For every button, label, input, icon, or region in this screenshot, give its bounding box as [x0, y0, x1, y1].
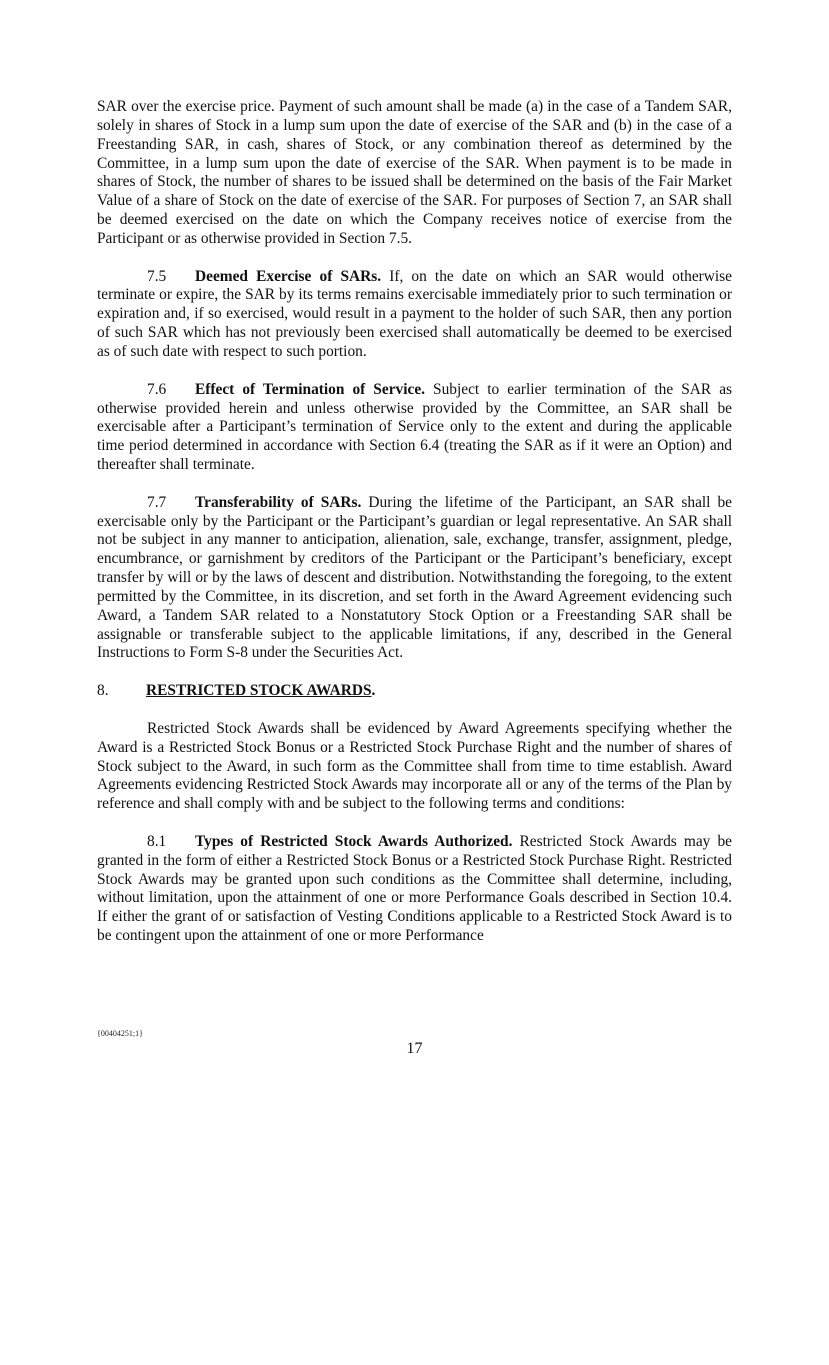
paragraph-sar-payment: SAR over the exercise price. Payment of such amount shall be made (a) in the case of a Tandem SAR, solely in shares of Stock in a lump sum upon the date of exercise of the SAR and (b) in the case of a Freestanding SAR, in cash, shares of Stock, or any combination thereof as determined by the Committee, in a lump sum upon the date of exercise of the SAR. When payment is to be made in shares of Stock, the number of shares to be issued shall be determined on the basis of the Fair Market Value of a share of Stock on the date of exercise of the SAR. For purposes of Section 7, an SAR shall be deemed exercised on the date on which the Company receives notice of exercise from the Participant or as otherwise provided in Section 7.5.	[97, 98, 732, 247]
page-number: 17	[406, 1040, 423, 1057]
section-7-5	[97, 268, 732, 362]
document-id: {00404251;1}	[97, 1029, 143, 1038]
section-number: 7.6	[147, 380, 167, 398]
paragraph-restricted-stock-intro: Restricted Stock Awards shall be evidenced by Award Agreements specifying whether the Award is a Restricted Stock Bonus or a Restricted Stock Purchase Right and the number of shares of Stock subject to the Award, in such form as the Committee shall from time to time establish. Award Agreements evidencing Restricted Stock Awards may incorporate all or any of the terms of the Plan by reference and shall comply with and be subject to the following terms and conditions:	[97, 719, 732, 813]
section-text: During the lifetime of the Participant, an SAR shall be exercisable only by the Participant or the Participant’s guardian or legal representative. An SAR shall not be subject in any manner to anticipation, alienation, sale, exchange, transfer, assignment, pledge, encumbrance, or garnishment by creditors of the Participant or the Participant’s beneficiary, except transfer by will or by the laws of descent and distribution. Notwithstanding the foregoing, to the extent permitted by the Committee, in its discretion, and set forth in the Award Agreement evidencing such Award, a Tandem SAR related to a Nonstatutory Stock Option or a Freestanding SAR shall be assignable or transferable subject to the applicable limitations, if any, described in the General Instructions to Form S-8 under the Securities Act.	[97, 493, 733, 662]
section-7-6	[97, 381, 732, 475]
section-number: 8.1	[147, 832, 167, 850]
section-heading: RESTRICTED STOCK AWARDS	[146, 682, 372, 700]
document-body	[97, 98, 732, 965]
section-text: Subject to earlier termination of the SAR as otherwise provided herein and unless otherwise provided by the Committee, an SAR shall be exercisable after a Participant’s termination of Service only to the extent and during the applicable time period determined in accordance with Section 6.4 (treating the SAR as if it were an Option) and thereafter shall terminate.	[97, 380, 733, 474]
section-number: 7.5	[147, 267, 167, 285]
section-7-7	[97, 494, 732, 664]
section-number: 8.	[97, 682, 109, 700]
section-heading: Types of Restricted Stock Awards Authorized.	[195, 832, 513, 850]
section-heading: Deemed Exercise of SARs.	[195, 267, 382, 285]
section-8-heading	[97, 682, 732, 701]
section-text: If, on the date on which an SAR would otherwise terminate or expire, the SAR by its terms remains exercisable immediately prior to such termination or expiration and, if so exercised, would result in a payment to the holder of such SAR, then any portion of such SAR which has not previously been exercised shall automatically be deemed to be exercised as of such date with respect to such portion.	[97, 267, 732, 360]
heading-period: .	[371, 682, 376, 700]
section-text: Restricted Stock Awards may be granted in the form of either a Restricted Stock Bonus or a Restricted Stock Purchase Right. Restricted Stock Awards may be granted upon such conditions as the Committee shall determine, including, without limitation, upon the attainment of one or more Performance Goals described in Section 10.4. If either the grant of or satisfaction of Vesting Conditions applicable to a Restricted Stock Award is to be contingent upon the attainment of one or more Performance	[97, 832, 732, 945]
section-heading: Transferability of SARs.	[195, 493, 362, 511]
section-heading: Effect of Termination of Service.	[195, 380, 426, 398]
section-8-1	[97, 833, 732, 946]
section-number: 7.7	[147, 493, 167, 511]
